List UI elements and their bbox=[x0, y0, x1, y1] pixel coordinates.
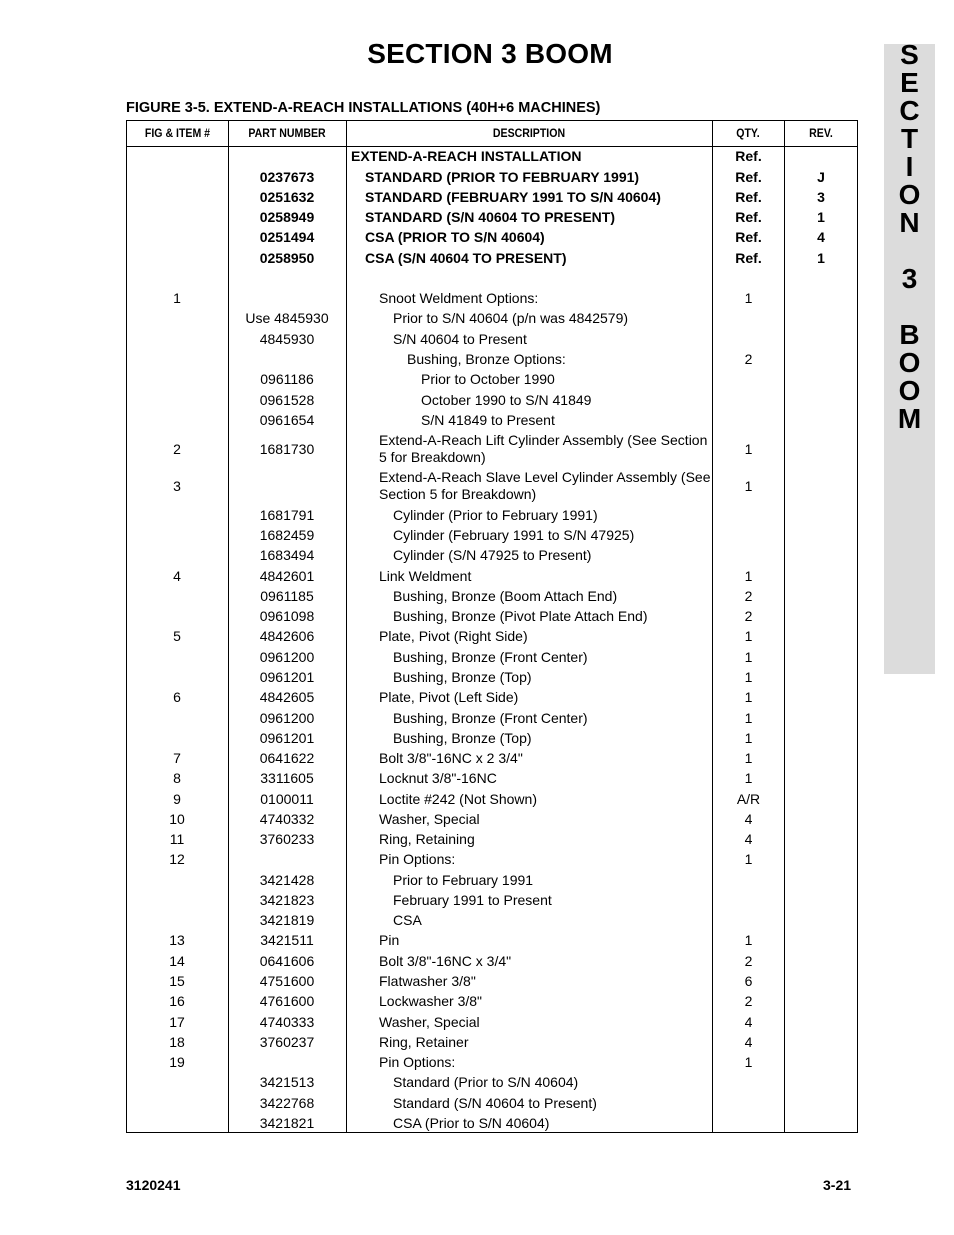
table-row bbox=[127, 811, 857, 828]
description-cell: STANDARD (PRIOR TO FEBRUARY 1991) bbox=[365, 168, 640, 185]
part-number-cell: 4761600 bbox=[259, 992, 315, 1009]
description-cell: Ring, Retaining bbox=[379, 830, 475, 847]
table-row bbox=[127, 628, 857, 645]
fig-item-cell: 15 bbox=[169, 972, 185, 989]
qty-cell: 1 bbox=[744, 931, 753, 948]
side-tab-letter: O bbox=[898, 179, 921, 210]
table-row bbox=[127, 912, 857, 929]
side-tab-letter: B bbox=[899, 319, 920, 350]
part-number-cell: 3760233 bbox=[259, 830, 315, 847]
description-cell: Cylinder (S/N 47925 to Present) bbox=[393, 546, 592, 563]
part-number-cell: 0961654 bbox=[259, 411, 315, 428]
description-cell: STANDARD (FEBRUARY 1991 TO S/N 40604) bbox=[365, 188, 661, 205]
description-cell: Bushing, Bronze (Top) bbox=[393, 729, 532, 746]
table-row bbox=[127, 1074, 857, 1091]
description-cell: Pin bbox=[379, 931, 400, 948]
description-cell: CSA (Prior to S/N 40604) bbox=[393, 1114, 550, 1131]
description-cell: S/N 40604 to Present bbox=[393, 330, 527, 347]
table-row bbox=[127, 973, 857, 990]
part-number-cell: 0961201 bbox=[259, 729, 315, 746]
part-number-cell: 4845930 bbox=[259, 330, 315, 347]
description-cell: Plate, Pivot (Right Side) bbox=[379, 627, 528, 644]
description-cell: STANDARD (S/N 40604 TO PRESENT) bbox=[365, 208, 615, 225]
table-row bbox=[127, 507, 857, 524]
table-row bbox=[127, 1034, 857, 1051]
rev-cell: 1 bbox=[817, 249, 825, 266]
qty-cell: 2 bbox=[744, 607, 753, 624]
header-fig-item: FIG & ITEM # bbox=[144, 126, 211, 140]
table-row bbox=[127, 608, 857, 625]
table-row bbox=[127, 770, 857, 787]
table-row bbox=[127, 331, 857, 348]
fig-item-cell: 17 bbox=[169, 1013, 185, 1030]
qty-cell: 1 bbox=[744, 648, 753, 665]
qty-cell: 1 bbox=[744, 688, 753, 705]
part-number-cell: 3421823 bbox=[259, 891, 315, 908]
table-row bbox=[127, 730, 857, 747]
description-cell: Cylinder (February 1991 to S/N 47925) bbox=[393, 526, 635, 543]
fig-item-cell: 8 bbox=[173, 769, 181, 786]
qty-cell: 1 bbox=[744, 709, 753, 726]
section-side-tab bbox=[884, 39, 935, 674]
table-row bbox=[127, 791, 857, 808]
qty-cell: 1 bbox=[744, 749, 753, 766]
part-number-cell: 3760237 bbox=[259, 1033, 315, 1050]
description-cell: Plate, Pivot (Left Side) bbox=[379, 688, 519, 705]
fig-item-cell: 7 bbox=[173, 749, 181, 766]
description-cell: Cylinder (Prior to February 1991) bbox=[393, 506, 598, 523]
description-cell: Bushing, Bronze Options: bbox=[407, 350, 566, 367]
part-number-cell: 4842605 bbox=[259, 688, 315, 705]
fig-item-cell: 2 bbox=[173, 440, 181, 457]
qty-cell: Ref. bbox=[735, 208, 762, 225]
table-row bbox=[127, 710, 857, 727]
table-row bbox=[127, 588, 857, 605]
side-tab-letter: O bbox=[898, 375, 921, 406]
part-number-cell: 3421428 bbox=[259, 871, 315, 888]
table-row bbox=[127, 993, 857, 1010]
part-number-cell: 0961200 bbox=[259, 709, 315, 726]
table-row bbox=[127, 290, 857, 307]
section-title: SECTION 3 BOOM bbox=[367, 38, 613, 69]
side-tab-letter: C bbox=[899, 95, 920, 126]
page-number: 3-21 bbox=[823, 1177, 852, 1193]
fig-item-cell: 4 bbox=[173, 567, 181, 584]
fig-item-cell: 16 bbox=[169, 992, 185, 1009]
part-number-cell: 0961201 bbox=[259, 668, 315, 685]
rev-cell: J bbox=[817, 168, 825, 185]
qty-cell: 4 bbox=[744, 830, 753, 847]
table-row bbox=[127, 1095, 857, 1112]
header-rev: REV. bbox=[809, 126, 833, 140]
qty-cell: 1 bbox=[744, 477, 753, 494]
side-tab-letter: I bbox=[905, 151, 914, 182]
qty-cell: 1 bbox=[744, 1053, 753, 1070]
table-row bbox=[127, 392, 857, 409]
qty-cell: 1 bbox=[744, 440, 753, 457]
qty-cell: 1 bbox=[744, 850, 753, 867]
side-tab-letter: N bbox=[899, 207, 920, 238]
description-cell: Washer, Special bbox=[379, 810, 480, 827]
description-cell: EXTEND-A-REACH INSTALLATION bbox=[351, 147, 582, 164]
qty-cell: Ref. bbox=[735, 147, 762, 164]
fig-item-cell: 14 bbox=[169, 952, 185, 969]
description-cell: Flatwasher 3/8" bbox=[379, 972, 476, 989]
side-tab-letter: E bbox=[900, 67, 919, 98]
description-cell: Extend-A-Reach Slave Level Cylinder Assembly (See Section 5 for Breakdown) bbox=[379, 469, 711, 502]
table-row bbox=[127, 649, 857, 666]
table-row bbox=[127, 872, 857, 889]
description-cell: Standard (S/N 40604 to Present) bbox=[393, 1094, 597, 1111]
table-row bbox=[127, 831, 857, 848]
fig-item-cell: 6 bbox=[173, 688, 181, 705]
fig-item-cell: 18 bbox=[169, 1033, 185, 1050]
table-row bbox=[127, 209, 857, 226]
part-number-cell: 0258949 bbox=[259, 208, 315, 225]
fig-item-cell: 11 bbox=[169, 830, 185, 847]
part-number-cell: 3421513 bbox=[259, 1073, 315, 1090]
part-number-cell: 0258950 bbox=[259, 249, 315, 266]
description-cell: Locknut 3/8"-16NC bbox=[379, 769, 497, 786]
part-number-cell: 0641622 bbox=[259, 749, 315, 766]
qty-cell: 2 bbox=[744, 992, 753, 1009]
header-part-number: PART NUMBER bbox=[248, 126, 326, 140]
side-tab-letter: M bbox=[897, 403, 922, 434]
side-tab-letter: 3 bbox=[901, 263, 918, 294]
qty-cell: 1 bbox=[744, 627, 753, 644]
qty-cell: 1 bbox=[744, 567, 753, 584]
qty-cell: Ref. bbox=[735, 249, 762, 266]
table-row bbox=[127, 527, 857, 544]
table-row bbox=[127, 1054, 857, 1071]
header-qty: QTY. bbox=[736, 126, 760, 140]
fig-item-cell: 13 bbox=[169, 931, 185, 948]
description-cell: S/N 41849 to Present bbox=[421, 411, 555, 428]
table-row bbox=[127, 371, 857, 388]
table-row bbox=[127, 932, 857, 949]
description-cell: Bushing, Bronze (Boom Attach End) bbox=[393, 587, 618, 604]
document-number: 3120241 bbox=[126, 1177, 181, 1193]
part-number-cell: 0100011 bbox=[260, 790, 314, 807]
qty-cell: 2 bbox=[744, 587, 753, 604]
side-tab-letter: T bbox=[900, 123, 919, 154]
description-cell: February 1991 to Present bbox=[393, 891, 552, 908]
qty-cell: 4 bbox=[744, 810, 753, 827]
part-number-cell: 1683494 bbox=[259, 546, 315, 563]
table-row bbox=[127, 547, 857, 564]
part-number-cell: 0641606 bbox=[259, 952, 315, 969]
part-number-cell: 4740333 bbox=[259, 1013, 315, 1030]
table-row bbox=[127, 568, 857, 585]
table-row bbox=[127, 310, 857, 327]
fig-item-cell: 1 bbox=[173, 289, 181, 306]
description-cell: Lockwasher 3/8" bbox=[379, 992, 483, 1009]
part-number-cell: 0251494 bbox=[259, 228, 315, 245]
part-number-cell: 0961200 bbox=[259, 648, 315, 665]
qty-cell: 1 bbox=[744, 289, 753, 306]
qty-cell: 1 bbox=[744, 769, 753, 786]
table-row bbox=[127, 432, 857, 466]
description-cell: CSA (PRIOR TO S/N 40604) bbox=[365, 228, 545, 245]
part-number-cell: 0237673 bbox=[259, 168, 315, 185]
description-cell: Snoot Weldment Options: bbox=[379, 289, 539, 306]
part-number-cell: 0961185 bbox=[260, 587, 314, 604]
description-cell: Prior to February 1991 bbox=[393, 871, 534, 888]
description-cell: Bushing, Bronze (Pivot Plate Attach End) bbox=[393, 607, 648, 624]
table-row bbox=[127, 669, 857, 686]
description-cell: Extend-A-Reach Lift Cylinder Assembly (See Section 5 for Breakdown) bbox=[379, 432, 708, 465]
fig-item-cell: 5 bbox=[173, 627, 181, 644]
description-cell: Link Weldment bbox=[379, 567, 472, 584]
description-cell: Pin Options: bbox=[379, 1053, 456, 1070]
description-cell: CSA (S/N 40604 TO PRESENT) bbox=[365, 249, 567, 266]
part-number-cell: 0961528 bbox=[259, 391, 315, 408]
table-row bbox=[127, 229, 857, 246]
qty-cell: A/R bbox=[736, 790, 761, 807]
side-tab-letter: S bbox=[900, 39, 919, 70]
description-cell: Bushing, Bronze (Top) bbox=[393, 668, 532, 685]
description-cell: Ring, Retainer bbox=[379, 1033, 469, 1050]
qty-cell: 2 bbox=[744, 952, 753, 969]
part-number-cell: 1682459 bbox=[259, 526, 315, 543]
table-row bbox=[127, 1014, 857, 1031]
table-row bbox=[127, 892, 857, 909]
part-number-cell: 0961098 bbox=[259, 607, 315, 624]
part-number-cell: 4740332 bbox=[259, 810, 315, 827]
qty-cell: 4 bbox=[744, 1013, 753, 1030]
qty-cell: 2 bbox=[744, 350, 753, 367]
description-cell: Standard (Prior to S/N 40604) bbox=[393, 1073, 579, 1090]
part-number-cell: 4842606 bbox=[259, 627, 315, 644]
description-cell: Bushing, Bronze (Front Center) bbox=[393, 648, 588, 665]
side-tab-letter: O bbox=[898, 347, 921, 378]
description-cell: Bolt 3/8"-16NC x 3/4" bbox=[379, 952, 512, 969]
fig-item-cell: 12 bbox=[169, 850, 185, 867]
fig-item-cell: 19 bbox=[169, 1053, 185, 1070]
description-cell: Prior to October 1990 bbox=[421, 370, 555, 387]
description-cell: Prior to S/N 40604 (p/n was 4842579) bbox=[393, 309, 629, 326]
part-number-cell: 3421819 bbox=[259, 911, 315, 928]
fig-item-cell: 10 bbox=[169, 810, 185, 827]
header-description: DESCRIPTION bbox=[492, 126, 566, 140]
table-row bbox=[127, 689, 857, 706]
part-number-cell: 4842601 bbox=[259, 567, 315, 584]
description-cell: October 1990 to S/N 41849 bbox=[421, 391, 592, 408]
table-row bbox=[127, 1115, 857, 1132]
part-number-cell: 1681730 bbox=[259, 440, 315, 457]
table-row bbox=[127, 412, 857, 429]
qty-cell: Ref. bbox=[735, 168, 762, 185]
description-cell: Bolt 3/8"-16NC x 2 3/4" bbox=[379, 749, 523, 766]
qty-cell: Ref. bbox=[735, 188, 762, 205]
table-row bbox=[127, 169, 857, 186]
part-number-cell: 4751600 bbox=[259, 972, 315, 989]
fig-item-cell: 9 bbox=[173, 790, 181, 807]
part-number-cell: 3421511 bbox=[260, 931, 314, 948]
part-number-cell: 0251632 bbox=[259, 188, 315, 205]
description-cell: Pin Options: bbox=[379, 850, 456, 867]
qty-cell: 6 bbox=[744, 972, 753, 989]
table-row bbox=[127, 351, 857, 368]
part-number-cell: 3422768 bbox=[259, 1094, 315, 1111]
qty-cell: 1 bbox=[744, 668, 753, 685]
table-row bbox=[127, 189, 857, 206]
qty-cell: Ref. bbox=[735, 228, 762, 245]
part-number-cell: 0961186 bbox=[260, 370, 314, 387]
table-row bbox=[127, 750, 857, 767]
part-number-cell: Use 4845930 bbox=[245, 309, 329, 326]
fig-item-cell: 3 bbox=[173, 477, 181, 494]
table-row bbox=[127, 148, 857, 165]
part-number-cell: 3311605 bbox=[260, 769, 314, 786]
table-row bbox=[127, 851, 857, 868]
part-number-cell: 3421821 bbox=[259, 1114, 315, 1131]
qty-cell: 1 bbox=[744, 729, 753, 746]
rev-cell: 1 bbox=[817, 208, 825, 225]
description-cell: Bushing, Bronze (Front Center) bbox=[393, 709, 588, 726]
table-row bbox=[127, 250, 857, 267]
part-number-cell: 1681791 bbox=[259, 506, 315, 523]
description-cell: CSA bbox=[393, 911, 422, 928]
rev-cell: 4 bbox=[817, 228, 825, 245]
parts-table bbox=[126, 120, 858, 1133]
figure-title: FIGURE 3-5. EXTEND-A-REACH INSTALLATIONS (40H+6 MACHINES) bbox=[126, 100, 601, 116]
table-row bbox=[127, 953, 857, 970]
qty-cell: 4 bbox=[744, 1033, 753, 1050]
table-row bbox=[127, 469, 857, 503]
description-cell: Washer, Special bbox=[379, 1013, 480, 1030]
description-cell: Loctite #242 (Not Shown) bbox=[379, 790, 537, 807]
rev-cell: 3 bbox=[817, 188, 825, 205]
